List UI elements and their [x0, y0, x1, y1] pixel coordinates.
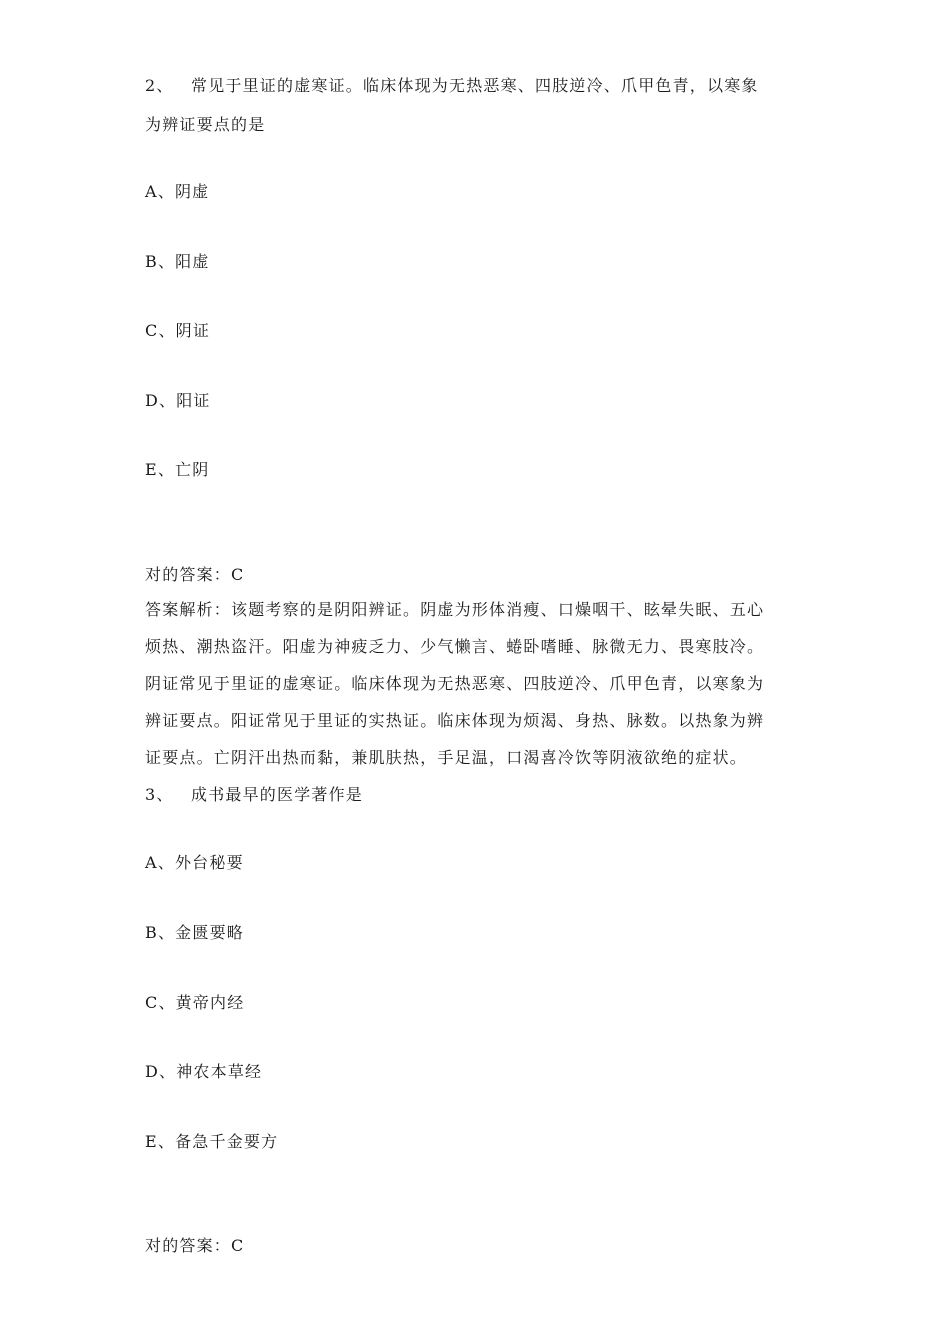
option-letter: B、: [145, 252, 176, 271]
analysis-label: 答案解析：: [145, 600, 232, 619]
question-number: 3、: [145, 785, 174, 804]
option-text: 外台秘要: [174, 853, 244, 872]
analysis-line: 烦热、潮热盗汗。阳虚为神疲乏力、少气懒言、蜷卧嗜睡、脉微无力、畏寒肢冷。: [145, 637, 765, 656]
option-b: [145, 252, 210, 272]
answer-value: C: [231, 1236, 245, 1255]
option-letter: E、: [145, 1132, 176, 1151]
option-letter: A、: [145, 182, 175, 201]
option-e: [145, 460, 210, 480]
option-letter: D、: [145, 391, 177, 410]
analysis-line: 阴证常见于里证的虚寒证。临床体现为无热恶寒、四肢逆冷、爪甲色青，以寒象为: [145, 674, 765, 693]
option-d: [145, 391, 211, 411]
option-letter: C、: [145, 321, 176, 340]
question-stem-line: [145, 785, 363, 805]
option-e: [145, 1132, 278, 1152]
option-text: 备急千金要方: [175, 1132, 279, 1151]
answer-label: 对的答案：: [145, 565, 232, 584]
answer-value: C: [231, 565, 245, 584]
option-a: [145, 182, 209, 202]
option-letter: C、: [145, 993, 176, 1012]
option-text: 金匮要略: [175, 923, 244, 942]
option-text: 阴虚: [174, 182, 210, 201]
analysis-line: 辨证要点。阳证常见于里证的实热证。临床体现为烦渴、身热、脉数。以热象为辨: [145, 711, 765, 730]
option-c: [145, 993, 244, 1013]
question-text: 成书最早的医学著作是: [191, 785, 364, 804]
option-letter: B、: [145, 923, 176, 942]
question-text: 常见于里证的虚寒证。临床体现为无热恶寒、四肢逆冷、爪甲色青，以寒象: [191, 76, 759, 95]
option-text: 阳虚: [175, 252, 210, 271]
option-text: 阳证: [176, 391, 211, 410]
option-text: 亡阴: [175, 460, 210, 479]
option-d: [145, 1062, 262, 1082]
option-c: [145, 321, 210, 341]
question-number: 2、: [145, 76, 174, 95]
option-text: 神农本草经: [176, 1062, 263, 1081]
option-text: 阴证: [175, 321, 211, 340]
question-stem-line: 为辨证要点的是: [145, 115, 266, 134]
option-letter: D、: [145, 1062, 177, 1081]
option-letter: A、: [145, 853, 175, 872]
correct-answer: [145, 1236, 244, 1256]
correct-answer: [145, 565, 244, 585]
analysis-line: 证要点。亡阴汗出热而黏，兼肌肤热，手足温，口渴喜冷饮等阴液欲绝的症状。: [145, 748, 748, 767]
answer-label: 对的答案：: [145, 1236, 232, 1255]
analysis-text: 该题考察的是阴阳辨证。阴虚为形体消瘦、口燥咽干、眩晕失眠、五心: [231, 600, 765, 619]
option-letter: E、: [145, 460, 176, 479]
option-text: 黄帝内经: [175, 993, 245, 1012]
option-b: [145, 923, 244, 943]
option-a: [145, 853, 244, 873]
question-stem-line: [145, 76, 759, 96]
analysis-line: [145, 600, 764, 620]
